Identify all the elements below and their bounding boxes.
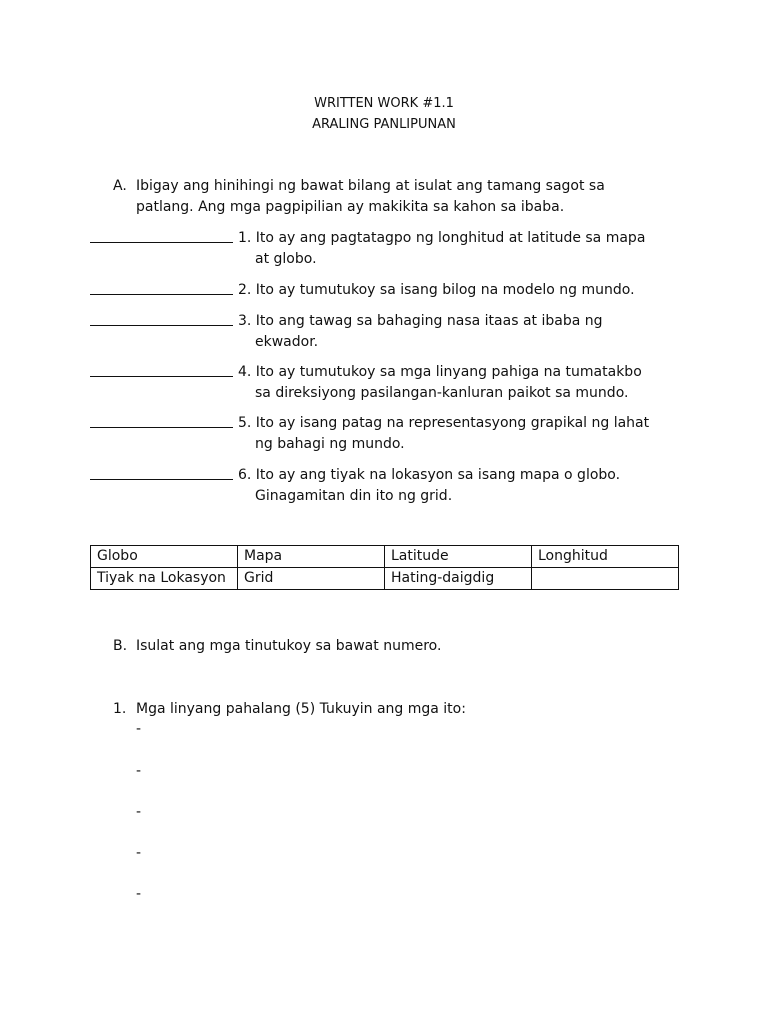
answer-dash-5: - xyxy=(136,886,142,902)
question-text-1 xyxy=(238,228,678,270)
answer-blank-5[interactable] xyxy=(90,427,233,428)
question-line1: 2. Ito ay tumutukoy sa isang bilog na modelo ng mundo. xyxy=(238,282,635,298)
question-text-6 xyxy=(238,465,678,507)
question-line2: ekwador. xyxy=(255,334,319,350)
worksheet-title: WRITTEN WORK #1.1 xyxy=(314,96,454,111)
section-b-letter: B. xyxy=(113,638,128,654)
answer-blank-4[interactable] xyxy=(90,376,233,377)
answer-dash-3: - xyxy=(136,804,142,820)
answer-dash-1: - xyxy=(136,721,142,737)
question-text-2 xyxy=(238,280,678,301)
table-row xyxy=(91,546,679,568)
choices-table xyxy=(90,545,679,590)
question-text-4 xyxy=(238,362,678,404)
section-b-question-number: 1. xyxy=(113,701,127,717)
question-text-5 xyxy=(238,413,678,455)
question-line2: ng bahagi ng mundo. xyxy=(255,436,405,452)
table-row xyxy=(91,568,679,590)
table-cell: Latitude xyxy=(385,546,532,568)
table-cell: Grid xyxy=(238,568,385,590)
question-line1: 4. Ito ay tumutukoy sa mga linyang pahiga na tumatakbo xyxy=(238,364,642,380)
section-a-instructions-line1: Ibigay ang hinihingi ng bawat bilang at isulat ang tamang sagot sa xyxy=(136,178,605,194)
answer-dash-2: - xyxy=(136,763,142,779)
table-cell: Globo xyxy=(91,546,238,568)
question-line1: 6. Ito ay ang tiyak na lokasyon sa isang mapa o globo. xyxy=(238,467,621,483)
table-cell: Mapa xyxy=(238,546,385,568)
worksheet-subtitle: ARALING PANLIPUNAN xyxy=(312,117,456,132)
section-a-instructions-line2: patlang. Ang mga pagpipilian ay makikita sa kahon sa ibaba. xyxy=(136,199,565,215)
question-line1: 3. Ito ang tawag sa bahaging nasa itaas at ibaba ng xyxy=(238,313,603,329)
question-line1: 1. Ito ay ang pagtatagpo ng longhitud at latitude sa mapa xyxy=(238,230,646,246)
answer-blank-2[interactable] xyxy=(90,294,233,295)
table-cell xyxy=(532,568,679,590)
section-b-question-text: Mga linyang pahalang (5) Tukuyin ang mga ito: xyxy=(136,701,466,717)
answer-blank-1[interactable] xyxy=(90,242,233,243)
table-cell: Longhitud xyxy=(532,546,679,568)
answer-dash-4: - xyxy=(136,845,142,861)
table-cell: Hating-daigdig xyxy=(385,568,532,590)
table-cell: Tiyak na Lokasyon xyxy=(91,568,238,590)
question-line2: sa direksiyong pasilangan-kanluran paikot sa mundo. xyxy=(255,385,629,401)
question-line1: 5. Ito ay isang patag na representasyong grapikal ng lahat xyxy=(238,415,650,431)
question-line2: Ginagamitan din ito ng grid. xyxy=(255,488,453,504)
section-a-letter: A. xyxy=(113,178,127,194)
answer-blank-3[interactable] xyxy=(90,325,233,326)
section-a-instructions xyxy=(136,176,656,218)
answer-blank-6[interactable] xyxy=(90,479,233,480)
question-line2: at globo. xyxy=(255,251,317,267)
section-b-instructions: Isulat ang mga tinutukoy sa bawat numero. xyxy=(136,638,442,654)
question-text-3 xyxy=(238,311,678,353)
